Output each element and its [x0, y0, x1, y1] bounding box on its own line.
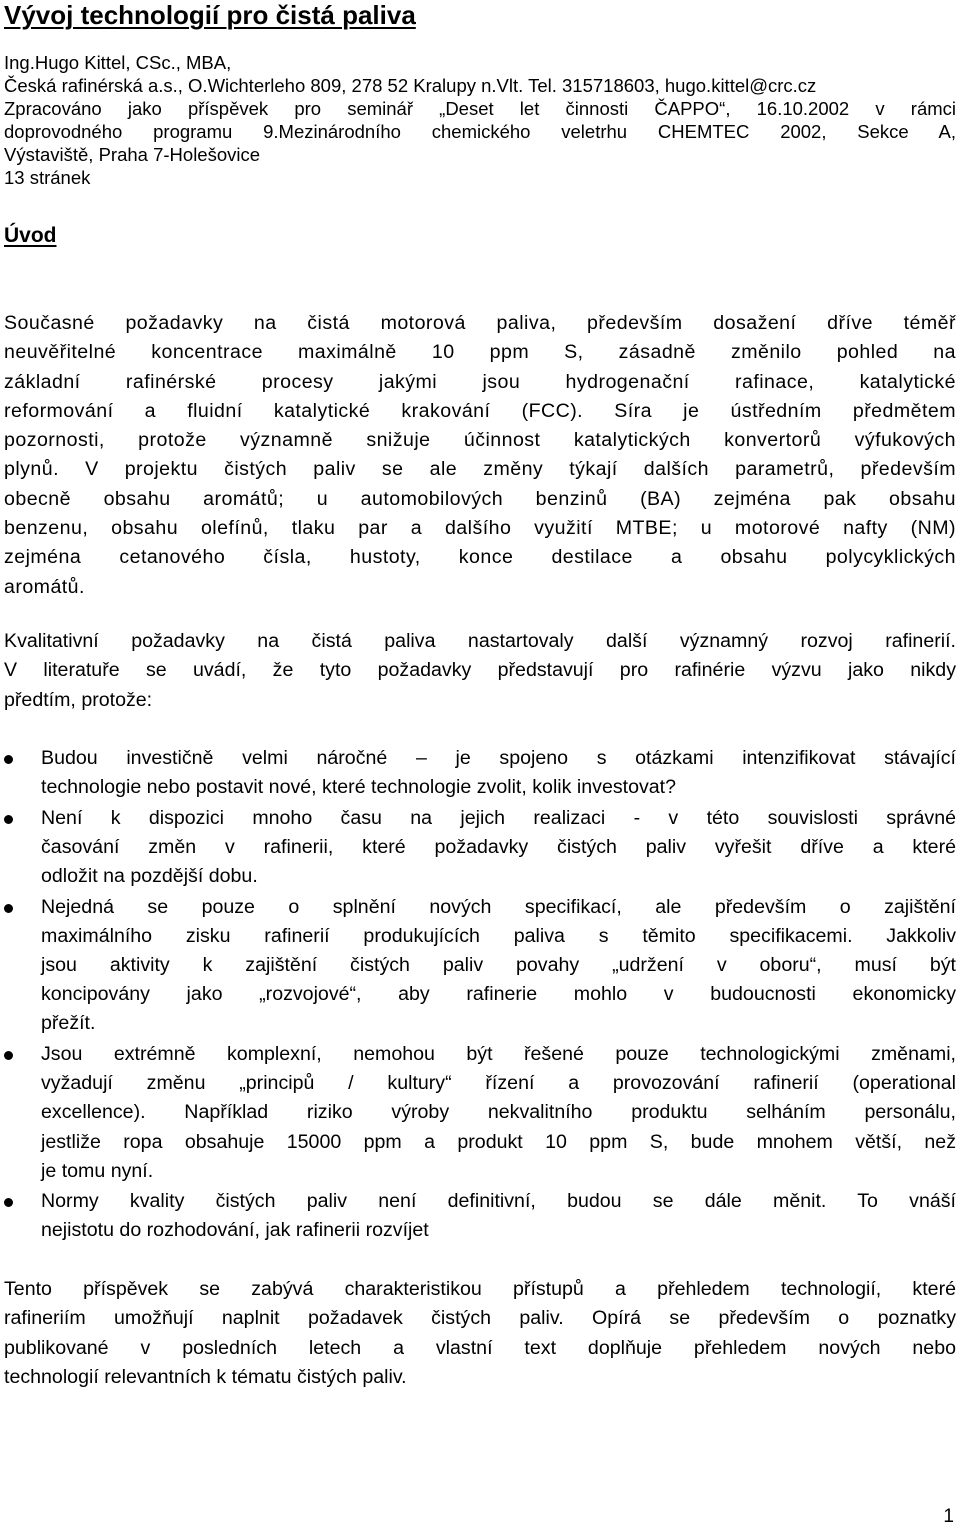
paragraph-line: V literatuře se uvádí, že tyto požadavky představují pro rafinérie výzvu jako nikdy	[4, 659, 956, 682]
list-item-line: odložit na pozdější dobu.	[41, 865, 258, 888]
bullet-icon	[4, 1198, 13, 1207]
list-item-line: technologie nebo postavit nové, které technologie zvolit, kolik investovat?	[41, 776, 677, 799]
affiliation-line: Česká rafinérská a.s., O.Wichterleho 809, 278 52 Kralupy n.Vlt. Tel. 315718603, hugo.kittel@crc.cz	[4, 75, 817, 96]
bullet-list	[4, 744, 956, 1247]
list-item-line: Nejedná se pouze o splnění nových specifikací, ale především o zajištění	[41, 895, 956, 918]
bullet-icon	[4, 815, 13, 824]
bullet-icon	[4, 1051, 13, 1060]
page-count: 13 stránek	[4, 167, 91, 188]
list-item-line: Budou investičně velmi náročné – je spojeno s otázkami intenzifikovat stávající	[41, 747, 956, 769]
paragraph-line: publikované v posledních letech a vlastní text doplňuje přehledem nových nebo	[4, 1336, 956, 1359]
paragraph-line: Tento příspěvek se zabývá charakteristikou přístupů a přehledem technologií, které	[4, 1278, 956, 1300]
paragraph-line: základní rafinérské procesy jakými jsou hydrogenační rafinace, katalytické	[4, 370, 956, 393]
paragraph-line: pozornosti, protože významně snižuje účinnost katalytických konvertorů výfukových	[4, 429, 956, 452]
paragraph-line: reformování a fluidní katalytické krakování (FCC). Síra je ústředním předmětem	[4, 399, 956, 422]
paragraph-conclusion	[4, 1275, 956, 1392]
list-item-line: jsou aktivity k zajištění čistých paliv povahy „udržení v oboru“, musí být	[41, 954, 956, 977]
document-title: Vývoj technologií pro čistá paliva	[4, 0, 416, 30]
paragraph-intro	[4, 309, 956, 602]
list-item	[4, 893, 956, 1039]
note-line-2: doprovodného programu 9.Mezinárodního chemického veletrhu CHEMTEC 2002, Sekce A,	[4, 121, 956, 142]
note-line-1: Zpracováno jako příspěvek pro seminář „Deset let činnosti ČAPPO“, 16.10.2002 v rámci	[4, 98, 956, 119]
paragraph-line: rafineriím umožňují naplnit požadavek čistých paliv. Opírá se především o poznatky	[4, 1307, 956, 1330]
bullet-icon	[4, 904, 13, 913]
list-item-line: koncipovány jako „rozvojové“, aby rafinerie mohlo v budoucnosti ekonomicky	[41, 983, 956, 1006]
list-item-line: vyžadují změnu „principů / kultury“ řízení a provozování rafinerií (operational	[41, 1072, 956, 1095]
list-item-line: Normy kvality čistých paliv není definitivní, budou se dále měnit. To vnáší	[41, 1190, 956, 1213]
section-heading-uvod: Úvod	[4, 224, 57, 247]
author-line: Ing.Hugo Kittel, CSc., MBA,	[4, 52, 232, 73]
list-item	[4, 1187, 956, 1245]
paragraph-line: předtím, protože:	[4, 688, 153, 711]
paragraph-line: aromátů.	[4, 575, 85, 598]
paragraph-line: Současné požadavky na čistá motorová paliva, především dosažení dříve téměř	[4, 312, 956, 334]
paragraph-line: benzenu, obsahu olefínů, tlaku par a dalšího využití MTBE; u motorové nafty (NM)	[4, 517, 956, 540]
list-item	[4, 804, 956, 892]
list-item-line: excellence). Například riziko výroby nekvalitního produktu selháním personálu,	[41, 1101, 956, 1124]
list-item-line: přežít.	[41, 1012, 96, 1035]
paragraph-line: neuvěřitelné koncentrace maximálně 10 ppm S, zásadně změnilo pohled na	[4, 341, 956, 364]
list-item-line: nejistotu do rozhodování, jak rafinerii rozvíjet	[41, 1219, 429, 1242]
paragraph-line: obecně obsahu aromátů; u automobilových benzinů (BA) zejména pak obsahu	[4, 487, 956, 510]
list-item-line: Jsou extrémně komplexní, nemohou být řešené pouze technologickými změnami,	[41, 1042, 956, 1065]
bullet-icon	[4, 755, 13, 764]
list-item-line: jestliže ropa obsahuje 15000 ppm a produkt 10 ppm S, bude mnohem větší, než	[41, 1130, 956, 1153]
paragraph-line: Kvalitativní požadavky na čistá paliva nastartovaly další významný rozvoj rafinerií.	[4, 630, 956, 652]
list-item	[4, 1040, 956, 1186]
page-number: 1	[943, 1506, 954, 1527]
list-item	[4, 744, 956, 802]
list-item-line: je tomu nyní.	[41, 1159, 154, 1182]
list-item-line: časování změn v rafinerii, které požadavky čistých paliv vyřešit dříve a které	[41, 835, 956, 858]
list-item-line: Není k dispozici mnoho času na jejich realizaci - v této souvislosti správné	[41, 806, 956, 829]
paragraph-line: plynů. V projektu čistých paliv se ale změny týkají dalších parametrů, především	[4, 458, 956, 481]
note-line-3: Výstaviště, Praha 7-Holešovice	[4, 144, 261, 165]
paragraph-line: zejména cetanového čísla, hustoty, konce destilace a obsahu polycyklických	[4, 546, 956, 569]
list-item-line: maximálního zisku rafinerií produkujících paliva s těmito specifikacemi. Jakkoliv	[41, 924, 956, 947]
author-block	[4, 51, 956, 189]
paragraph-line: technologií relevantních k tématu čistých paliv.	[4, 1365, 407, 1388]
paragraph-requirements	[4, 627, 956, 715]
